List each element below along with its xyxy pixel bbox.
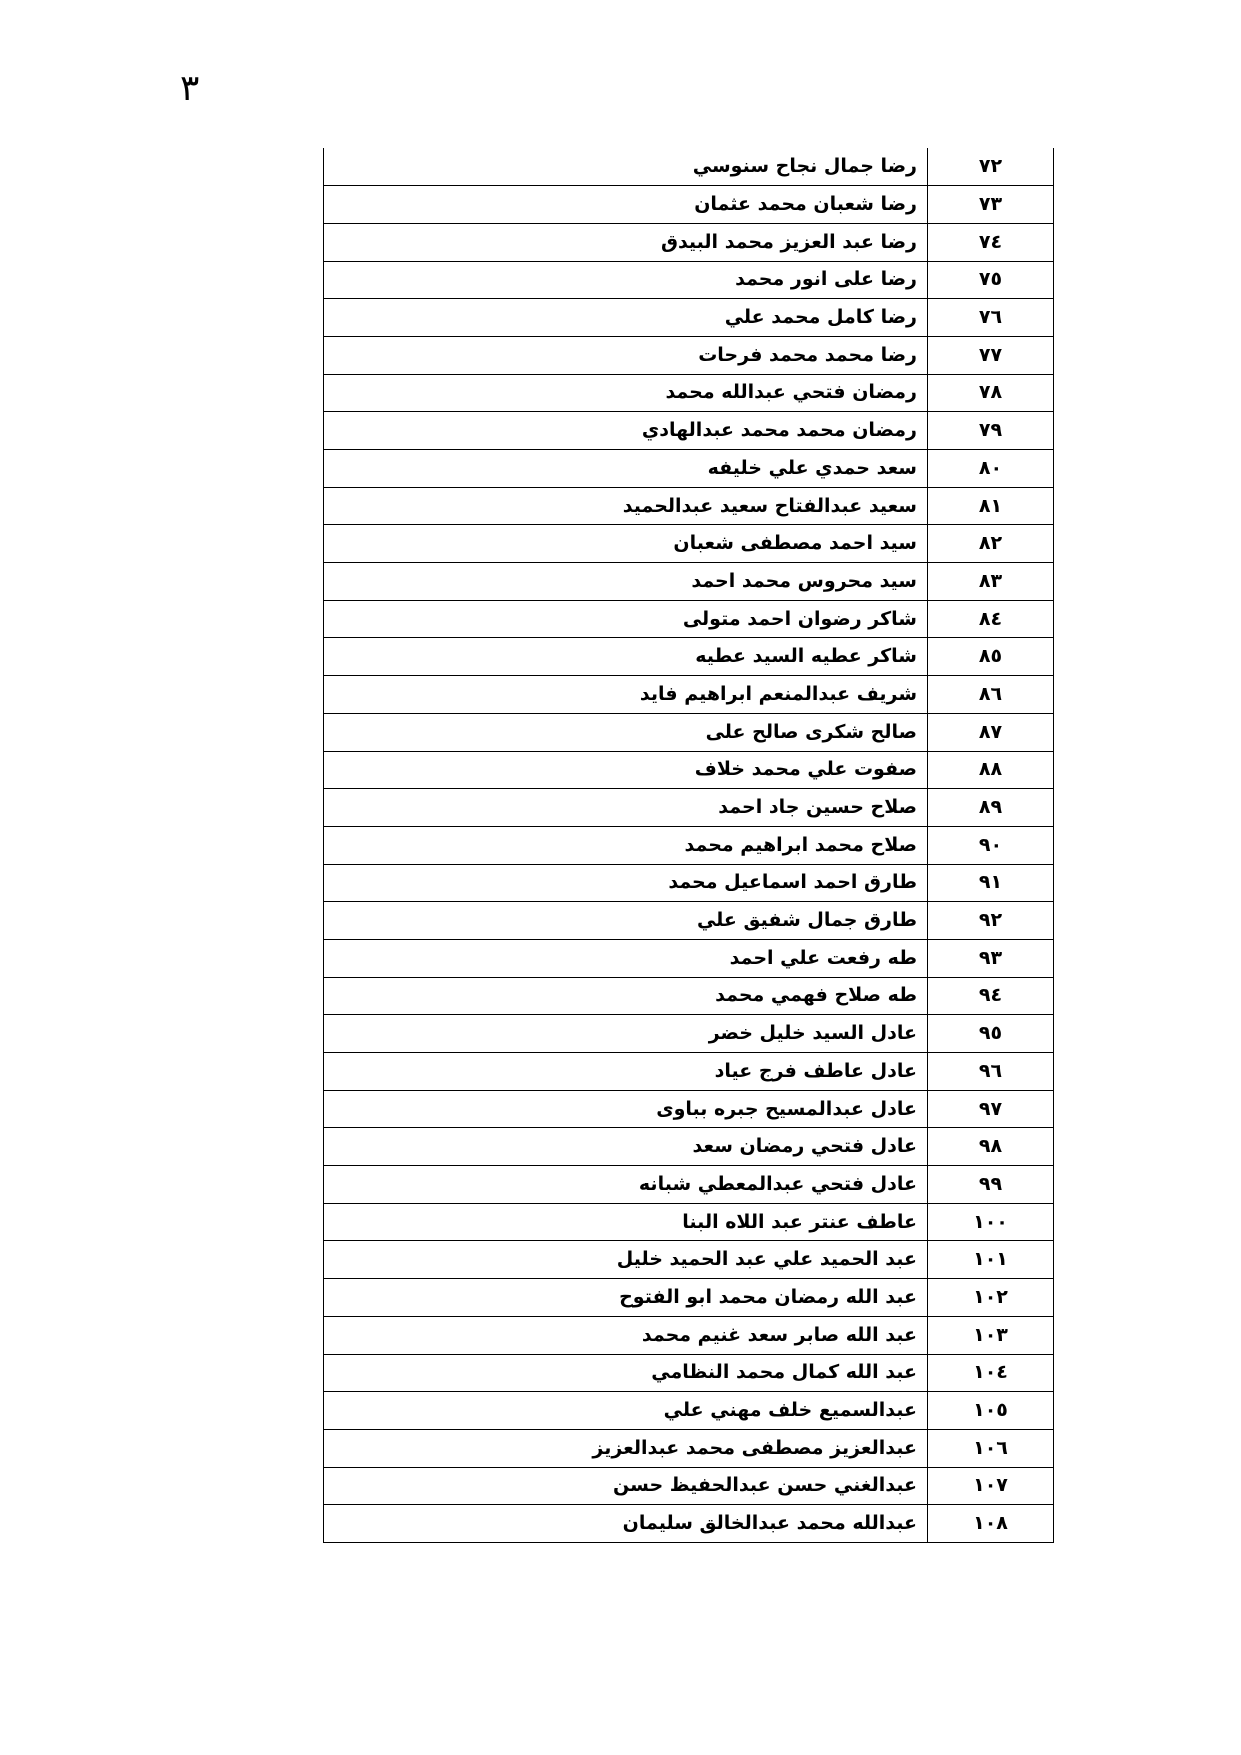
table-row: [324, 1505, 1054, 1543]
table-row: [324, 374, 1054, 412]
row-number: ٩٤: [928, 977, 1054, 1015]
row-name: سيد محروس محمد احمد: [324, 563, 928, 601]
table-row: [324, 1166, 1054, 1204]
row-name: عبدالعزيز مصطفى محمد عبدالعزيز: [324, 1429, 928, 1467]
table-row: [324, 1316, 1054, 1354]
row-name: عبد الله صابر سعد غنيم محمد: [324, 1316, 928, 1354]
row-number: ٨٨: [928, 751, 1054, 789]
row-number: ٨٥: [928, 638, 1054, 676]
row-number: ٧٨: [928, 374, 1054, 412]
row-name: رضا جمال نجاح سنوسي: [324, 148, 928, 186]
row-name: صلاح محمد ابراهيم محمد: [324, 826, 928, 864]
table-row: [324, 1128, 1054, 1166]
table-row: [324, 223, 1054, 261]
row-name: طارق احمد اسماعيل محمد: [324, 864, 928, 902]
row-name: عبدالله محمد عبدالخالق سليمان: [324, 1505, 928, 1543]
row-name: عبد الله كمال محمد النظامي: [324, 1354, 928, 1392]
row-number: ٧٢: [928, 148, 1054, 186]
row-number: ٩١: [928, 864, 1054, 902]
row-name: عبدالسميع خلف مهني علي: [324, 1392, 928, 1430]
table-row: [324, 1053, 1054, 1091]
row-name: عادل عبدالمسيح جبره بباوى: [324, 1090, 928, 1128]
row-name: صفوت علي محمد خلاف: [324, 751, 928, 789]
table-row: [324, 789, 1054, 827]
table-row: [324, 1090, 1054, 1128]
table-row: [324, 1015, 1054, 1053]
row-number: ١٠٠: [928, 1203, 1054, 1241]
table-row: [324, 751, 1054, 789]
row-number: ٧٣: [928, 186, 1054, 224]
row-number: ١٠٨: [928, 1505, 1054, 1543]
row-name: سيد احمد مصطفى شعبان: [324, 525, 928, 563]
table-row: [324, 638, 1054, 676]
table-row: [324, 563, 1054, 601]
row-name: صلاح حسين جاد احمد: [324, 789, 928, 827]
row-number: ٨٦: [928, 676, 1054, 714]
row-number: ١٠٧: [928, 1467, 1054, 1505]
row-name: عبد الله رمضان محمد ابو الفتوح: [324, 1279, 928, 1317]
table-row: [324, 1354, 1054, 1392]
row-number: ٧٩: [928, 412, 1054, 450]
row-name: سعد حمدي علي خليفه: [324, 450, 928, 488]
table-row: [324, 412, 1054, 450]
row-name: عادل السيد خليل خضر: [324, 1015, 928, 1053]
row-name: عادل فتحي رمضان سعد: [324, 1128, 928, 1166]
row-number: ٨٣: [928, 563, 1054, 601]
row-number: ١٠٤: [928, 1354, 1054, 1392]
table-row: [324, 261, 1054, 299]
names-table: [323, 148, 1054, 1543]
table-row: [324, 1392, 1054, 1430]
row-number: ١٠٥: [928, 1392, 1054, 1430]
row-name: عبد الحميد علي عبد الحميد خليل: [324, 1241, 928, 1279]
table-row: [324, 1241, 1054, 1279]
table-row: [324, 336, 1054, 374]
table-row: [324, 864, 1054, 902]
page-number: ٣: [180, 68, 200, 109]
row-name: عبدالغني حسن عبدالحفيظ حسن: [324, 1467, 928, 1505]
row-number: ٩٠: [928, 826, 1054, 864]
row-number: ١٠٦: [928, 1429, 1054, 1467]
row-name: شاكر رضوان احمد متولى: [324, 600, 928, 638]
row-name: شاكر عطيه السيد عطيه: [324, 638, 928, 676]
row-name: رضا شعبان محمد عثمان: [324, 186, 928, 224]
row-name: رضا عبد العزيز محمد البيدق: [324, 223, 928, 261]
table-row: [324, 977, 1054, 1015]
row-name: شريف عبدالمنعم ابراهيم فايد: [324, 676, 928, 714]
row-name: طارق جمال شفيق علي: [324, 902, 928, 940]
row-name: سعيد عبدالفتاح سعيد عبدالحميد: [324, 487, 928, 525]
row-name: رضا محمد محمد فرحات: [324, 336, 928, 374]
row-name: طه صلاح فهمي محمد: [324, 977, 928, 1015]
table-row: [324, 525, 1054, 563]
row-number: ٧٧: [928, 336, 1054, 374]
row-number: ١٠٣: [928, 1316, 1054, 1354]
row-name: عادل فتحي عبدالمعطي شبانه: [324, 1166, 928, 1204]
row-number: ٧٦: [928, 299, 1054, 337]
table-row: [324, 186, 1054, 224]
table-row: [324, 713, 1054, 751]
table-row: [324, 939, 1054, 977]
row-number: ٩٢: [928, 902, 1054, 940]
row-number: ٩٩: [928, 1166, 1054, 1204]
row-name: طه رفعت علي احمد: [324, 939, 928, 977]
row-number: ١٠٢: [928, 1279, 1054, 1317]
row-name: عادل عاطف فرج عياد: [324, 1053, 928, 1091]
row-number: ٨١: [928, 487, 1054, 525]
row-name: رضا على انور محمد: [324, 261, 928, 299]
row-number: ١٠١: [928, 1241, 1054, 1279]
table-row: [324, 1279, 1054, 1317]
row-number: ٨٧: [928, 713, 1054, 751]
row-number: ٨٤: [928, 600, 1054, 638]
row-number: ٩٣: [928, 939, 1054, 977]
table-row: [324, 600, 1054, 638]
table-row: [324, 1203, 1054, 1241]
row-number: ٩٨: [928, 1128, 1054, 1166]
row-number: ٧٥: [928, 261, 1054, 299]
row-name: رمضان محمد محمد عبدالهادي: [324, 412, 928, 450]
table-row: [324, 487, 1054, 525]
row-number: ٩٥: [928, 1015, 1054, 1053]
table-row: [324, 902, 1054, 940]
row-number: ٩٦: [928, 1053, 1054, 1091]
table-row: [324, 148, 1054, 186]
names-table-body: [324, 148, 1054, 1542]
row-name: رمضان فتحي عبدالله محمد: [324, 374, 928, 412]
row-name: صالح شكرى صالح على: [324, 713, 928, 751]
table-row: [324, 1429, 1054, 1467]
table-row: [324, 826, 1054, 864]
row-name: رضا كامل محمد علي: [324, 299, 928, 337]
table-row: [324, 299, 1054, 337]
row-number: ٨٩: [928, 789, 1054, 827]
row-number: ٨٢: [928, 525, 1054, 563]
row-number: ٧٤: [928, 223, 1054, 261]
table-row: [324, 450, 1054, 488]
table-row: [324, 676, 1054, 714]
row-number: ٨٠: [928, 450, 1054, 488]
row-number: ٩٧: [928, 1090, 1054, 1128]
table-row: [324, 1467, 1054, 1505]
row-name: عاطف عنتر عبد اللاه البنا: [324, 1203, 928, 1241]
